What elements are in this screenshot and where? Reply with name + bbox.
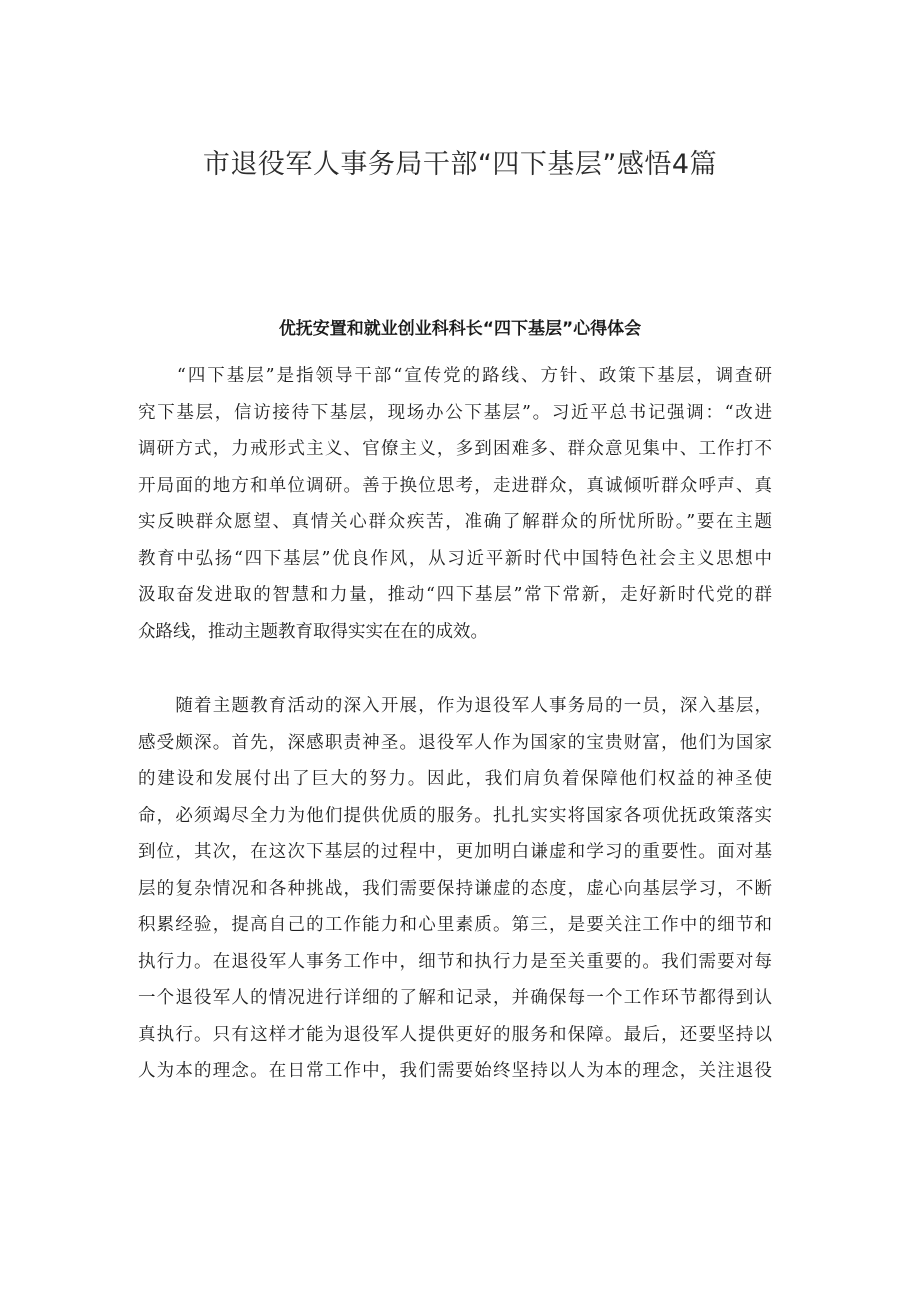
paragraph-line: 随着主题教育活动的深入开展，作为退役军人事务局的一员，深入基层， — [138, 696, 772, 716]
paragraph-line: 的建设和发展付出了巨大的努力。因此，我们肩负着保障他们权益的神圣使 — [138, 769, 772, 789]
paragraph-line: 究下基层，信访接待下基层，现场办公下基层”。习近平总书记强调：“改进 — [138, 402, 772, 423]
paragraph-2 — [138, 688, 772, 1090]
section-title: 优抚安置和就业创业科科长“四下基层”心得体会 — [278, 319, 642, 339]
paragraph-line: 开局面的地方和单位调研。善于换位思考，走进群众，真诚倾听群众呼声、真 — [138, 475, 772, 496]
paragraph-line: 调研方式，力戒形式主义、官僚主义，多到困难多、群众意见集中、工作打不 — [138, 439, 772, 459]
paragraph-line: 命，必须竭尽全力为他们提供优质的服务。扎扎实实将国家各项优抚政策落实 — [138, 805, 772, 826]
paragraph-line: 感受颇深。首先，深感职责神圣。退役军人作为国家的宝贵财富，他们为国家 — [138, 732, 772, 753]
paragraph-line: 人为本的理念。在日常工作中，我们需要始终坚持以人为本的理念，关注退役 — [138, 1061, 772, 1081]
paragraph-line: “四下基层”是指领导干部“宣传党的路线、方针、政策下基层，调查研 — [138, 366, 772, 386]
paragraph-line: 众路线，推动主题教育取得实实在在的成效。 — [138, 621, 488, 642]
paragraph-line: 执行力。在退役军人事务工作中，细节和执行力是至关重要的。我们需要对每 — [138, 951, 772, 972]
paragraph-line: 层的复杂情况和各种挑战，我们需要保持谦虚的态度，虚心向基层学习，不断 — [138, 878, 772, 899]
paragraph-line: 实反映群众愿望、真情关心群众疾苦，准确了解群众的所忧所盼。”要在主题 — [138, 512, 772, 532]
paragraph-1 — [138, 358, 772, 650]
paragraph-line: 到位，其次，在这次下基层的过程中，更加明白谦虚和学习的重要性。面对基 — [138, 842, 772, 862]
paragraph-line: 教育中弘扬“四下基层”优良作风，从习近平新时代中国特色社会主义思想中 — [138, 548, 772, 569]
paragraph-line: 一个退役军人的情况进行详细的了解和记录，并确保每一个工作环节都得到认 — [138, 988, 772, 1008]
paragraph-line: 积累经验，提高自己的工作能力和心里素质。第三，是要关注工作中的细节和 — [138, 915, 772, 935]
paragraph-line: 真执行。只有这样才能为退役军人提供更好的服务和保障。最后，还要坚持以 — [138, 1024, 772, 1045]
document-title: 市退役军人事务局干部“四下基层”感悟4篇 — [202, 149, 718, 180]
paragraph-line: 汲取奋发进取的智慧和力量，推动“四下基层”常下常新，走好新时代党的群 — [138, 585, 772, 605]
